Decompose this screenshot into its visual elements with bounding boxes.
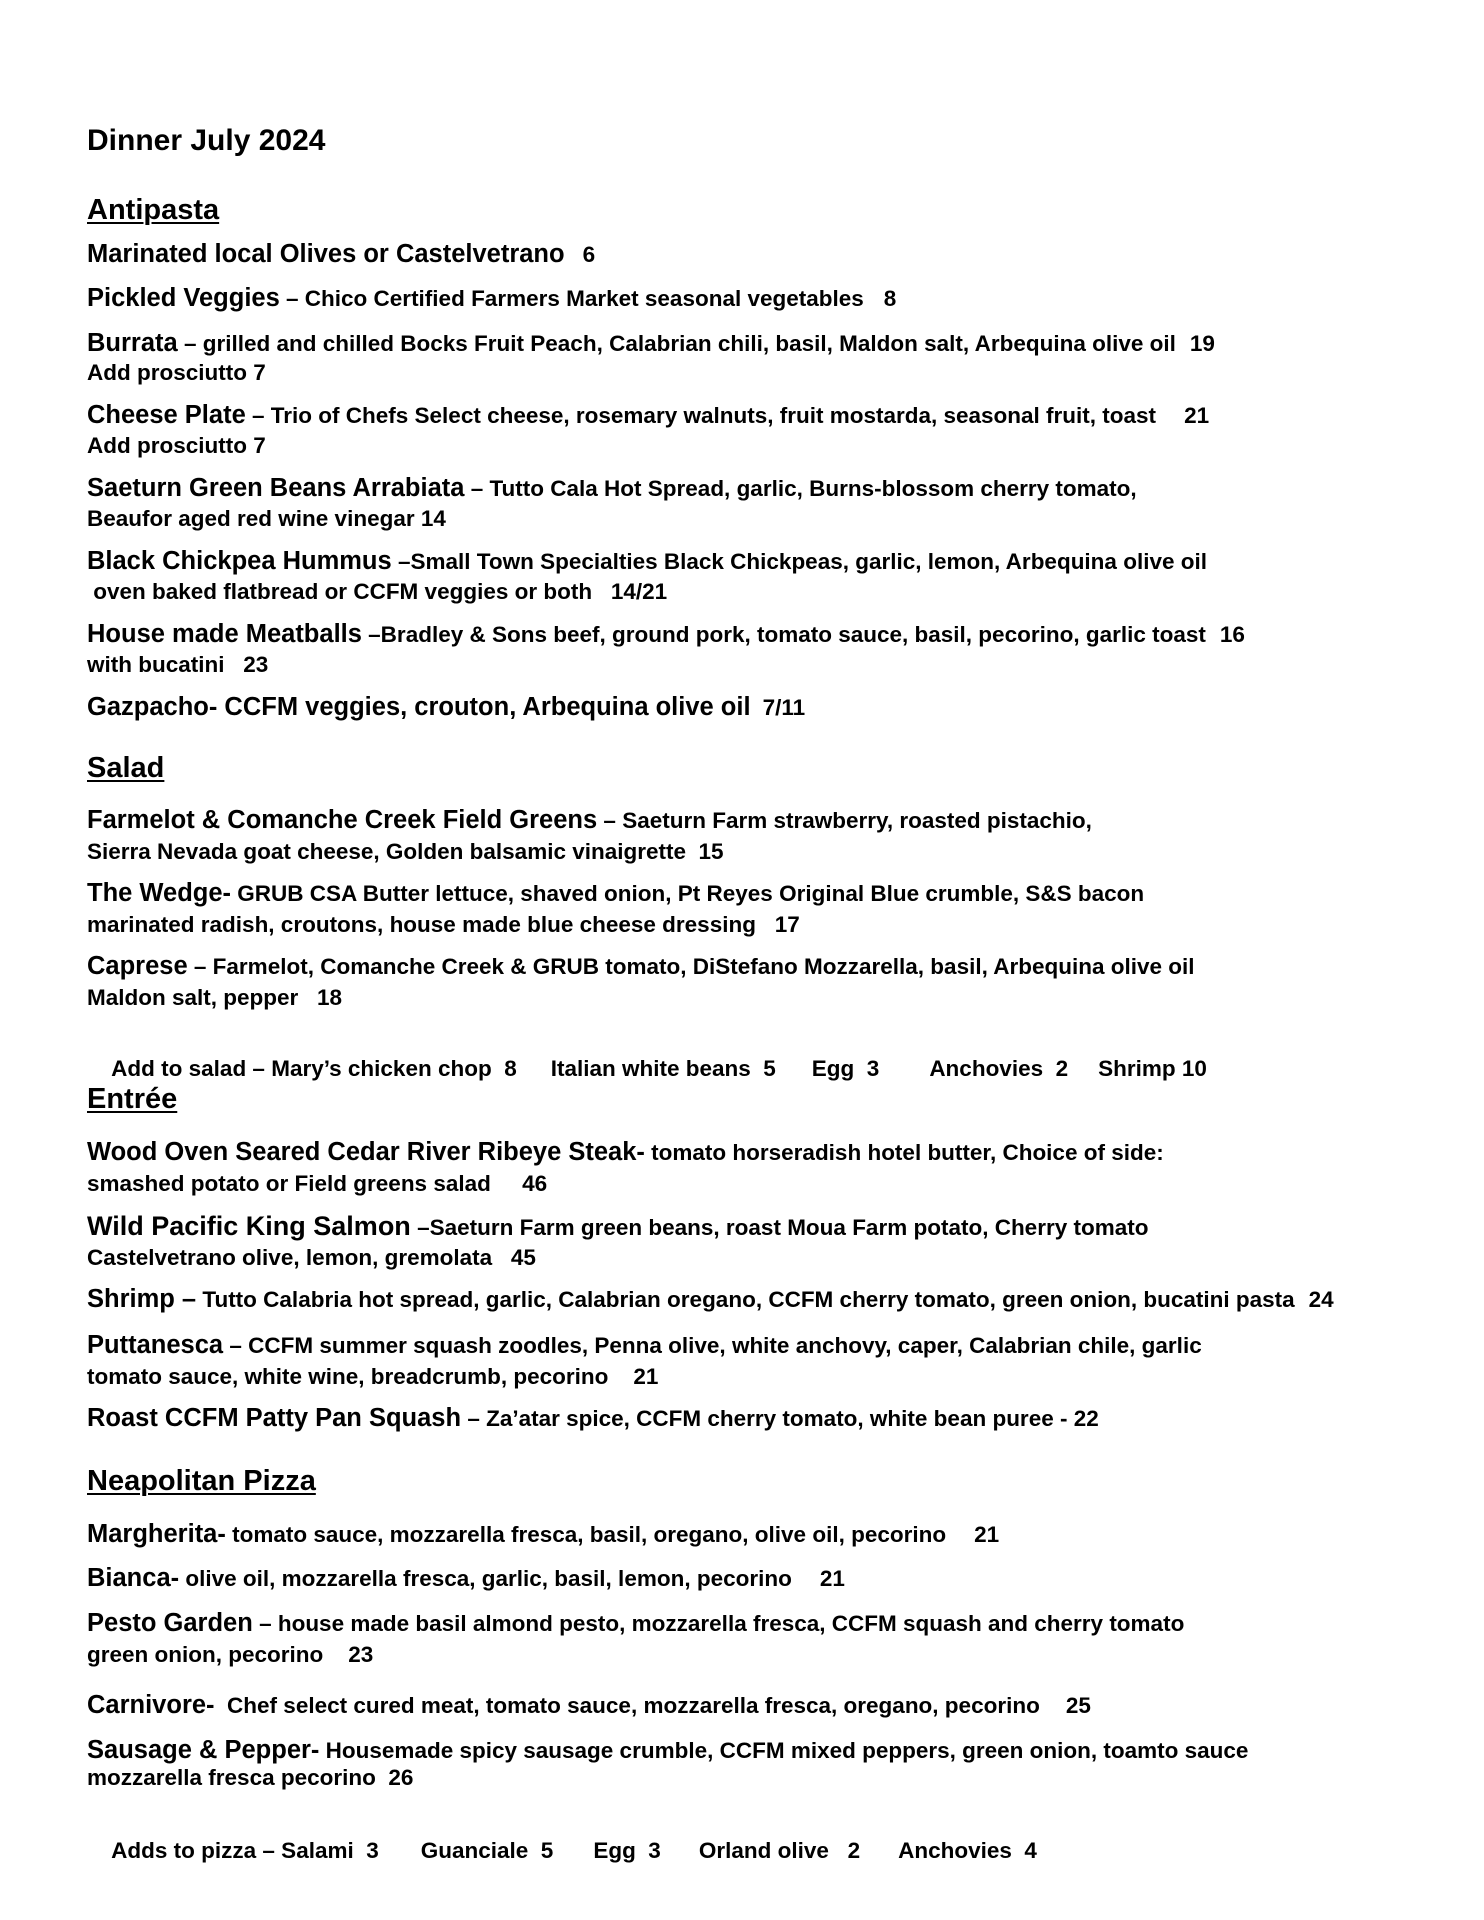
item-price: 21 bbox=[819, 1566, 845, 1591]
item-description: olive oil, mozzarella fresca, garlic, basil, lemon, pecorino bbox=[179, 1566, 792, 1591]
menu-item bbox=[87, 806, 1092, 835]
item-extra-line: Beaufor aged red wine vinegar 14 bbox=[87, 506, 446, 531]
item-price: 24 bbox=[1308, 1287, 1334, 1312]
item-extra-line: tomato sauce, white wine, breadcrumb, pecorino 21 bbox=[87, 1364, 659, 1389]
item-extra-line: green onion, pecorino 23 bbox=[87, 1642, 374, 1667]
item-extra-line: Maldon salt, pepper 18 bbox=[87, 985, 343, 1010]
item-description: – Farmelot, Comanche Creek & GRUB tomato, DiStefano Mozzarella, basil, Arbequina olive oil bbox=[187, 954, 1195, 979]
menu-item bbox=[87, 952, 1195, 981]
item-name: Cheese Plate bbox=[87, 401, 246, 429]
item-extra-line: oven baked flatbread or CCFM veggies or both 14/21 bbox=[87, 579, 668, 604]
addon-item: Orland olive 2 bbox=[698, 1838, 861, 1863]
menu-item bbox=[87, 1331, 1202, 1360]
menu-item bbox=[87, 329, 1215, 358]
item-description: – Saeturn Farm strawberry, roasted pistachio, bbox=[597, 808, 1092, 833]
item-name: Shrimp – bbox=[87, 1285, 197, 1313]
item-extra-line: marinated radish, croutons, house made blue cheese dressing 17 bbox=[87, 912, 800, 937]
item-price: 16 bbox=[1219, 622, 1245, 647]
item-extra-line: Sierra Nevada goat cheese, Golden balsamic vinaigrette 15 bbox=[87, 839, 724, 864]
item-description: Tutto Calabria hot spread, garlic, Calabrian oregano, CCFM cherry tomato, green onion, bucatini pasta bbox=[196, 1287, 1295, 1312]
addon-item: Adds to pizza – Salami 3 bbox=[111, 1838, 379, 1863]
item-price: 25 bbox=[1065, 1693, 1091, 1718]
item-price: 6 bbox=[582, 242, 596, 267]
item-name: House made Meatballs bbox=[87, 620, 362, 648]
item-name: Puttanesca bbox=[87, 1331, 224, 1359]
item-description: – grilled and chilled Bocks Fruit Peach, Calabrian chili, basil, Maldon salt, Arbequina olive oil bbox=[177, 331, 1176, 356]
item-extra-line: mozzarella fresca pecorino 26 bbox=[87, 1765, 414, 1790]
menu-title: Dinner July 2024 bbox=[87, 124, 326, 157]
item-extra-line: Castelvetrano olive, lemon, gremolata 45 bbox=[87, 1245, 536, 1270]
item-name: Wild Pacific King Salmon bbox=[87, 1211, 411, 1241]
item-name: Gazpacho- CCFM veggies, crouton, Arbequina olive oil bbox=[87, 693, 751, 721]
pizza-addons bbox=[87, 1812, 1037, 1890]
item-description: –Bradley & Sons beef, ground pork, tomato sauce, basil, pecorino, garlic toast bbox=[361, 622, 1206, 647]
item-extra-line: smashed potato or Field greens salad 46 bbox=[87, 1171, 548, 1196]
section-heading-antipasta: Antipasta bbox=[87, 194, 220, 226]
section-heading-entree: Entrée bbox=[87, 1083, 178, 1115]
item-description: – Za’atar spice, CCFM cherry tomato, white bean puree - 22 bbox=[461, 1406, 1099, 1431]
item-name: Pickled Veggies bbox=[87, 284, 280, 312]
item-description: – house made basil almond pesto, mozzarella fresca, CCFM squash and cherry tomato bbox=[252, 1611, 1185, 1636]
addon-item: Add to salad – Mary’s chicken chop 8 bbox=[111, 1056, 517, 1081]
item-name: Sausage & Pepper- bbox=[87, 1736, 320, 1764]
menu-item bbox=[87, 547, 1207, 576]
salad-addons bbox=[87, 1030, 1207, 1108]
item-name: Pesto Garden bbox=[87, 1609, 253, 1637]
item-description: tomato sauce, mozzarella fresca, basil, oregano, olive oil, pecorino bbox=[225, 1522, 947, 1547]
item-price: 21 bbox=[1184, 403, 1210, 428]
section-heading-salad: Salad bbox=[87, 752, 165, 784]
menu-item bbox=[87, 1609, 1184, 1638]
addon-item: Anchovies 2 bbox=[929, 1056, 1069, 1081]
menu-item bbox=[87, 1564, 845, 1593]
menu-item bbox=[87, 1736, 1248, 1765]
addon-item: Guanciale 5 bbox=[420, 1838, 554, 1863]
item-extra-line: with bucatini 23 bbox=[87, 652, 269, 677]
item-name: Wood Oven Seared Cedar River Ribeye Steak- bbox=[87, 1138, 645, 1166]
item-description: tomato horseradish hotel butter, Choice of side: bbox=[644, 1140, 1164, 1165]
item-name: Burrata bbox=[87, 329, 178, 357]
menu-item bbox=[87, 1285, 1334, 1314]
menu-item bbox=[87, 1404, 1099, 1433]
item-name: Margherita- bbox=[87, 1520, 226, 1548]
item-extra-line: Add prosciutto 7 bbox=[87, 360, 266, 385]
menu-item bbox=[87, 1691, 1091, 1720]
item-description: Chef select cured meat, tomato sauce, mozzarella fresca, oregano, pecorino bbox=[214, 1693, 1040, 1718]
item-name: The Wedge- bbox=[87, 879, 232, 907]
menu-item bbox=[87, 1211, 1148, 1242]
addon-item: Italian white beans 5 bbox=[550, 1056, 776, 1081]
menu-item bbox=[87, 474, 1137, 503]
item-description: – Tutto Cala Hot Spread, garlic, Burns-blossom cherry tomato, bbox=[464, 476, 1137, 501]
item-price: 19 bbox=[1189, 331, 1215, 356]
addon-item: Egg 3 bbox=[593, 1838, 661, 1863]
item-name: Caprese bbox=[87, 952, 188, 980]
menu-item bbox=[87, 240, 595, 269]
menu-item bbox=[87, 879, 1144, 908]
item-description: – CCFM summer squash zoodles, Penna olive, white anchovy, caper, Calabrian chile, garlic bbox=[223, 1333, 1202, 1358]
item-description: – Trio of Chefs Select cheese, rosemary walnuts, fruit mostarda, seasonal fruit, toast bbox=[245, 403, 1157, 428]
menu-item bbox=[87, 401, 1209, 430]
menu-item bbox=[87, 620, 1245, 649]
item-description: GRUB CSA Butter lettuce, shaved onion, Pt Reyes Original Blue crumble, S&S bacon bbox=[231, 881, 1145, 906]
item-price: 7/11 bbox=[762, 695, 806, 720]
item-description: – Chico Certified Farmers Market seasonal vegetables bbox=[279, 286, 864, 311]
item-price: 21 bbox=[974, 1522, 1000, 1547]
item-name: Marinated local Olives or Castelvetrano bbox=[87, 240, 565, 268]
section-heading-pizza: Neapolitan Pizza bbox=[87, 1465, 316, 1497]
item-name: Black Chickpea Hummus bbox=[87, 547, 392, 575]
item-name: Roast CCFM Patty Pan Squash bbox=[87, 1404, 462, 1432]
addon-item: Anchovies 4 bbox=[898, 1838, 1037, 1863]
item-name: Carnivore- bbox=[87, 1691, 215, 1719]
item-description: –Small Town Specialties Black Chickpeas, garlic, lemon, Arbequina olive oil bbox=[391, 549, 1207, 574]
item-price: 8 bbox=[883, 286, 897, 311]
menu-item bbox=[87, 1520, 999, 1549]
item-name: Saeturn Green Beans Arrabiata bbox=[87, 474, 465, 502]
item-name: Farmelot & Comanche Creek Field Greens bbox=[87, 806, 598, 834]
item-extra-line: Add prosciutto 7 bbox=[87, 433, 266, 458]
addon-item: Shrimp 10 bbox=[1098, 1056, 1207, 1081]
menu-item bbox=[87, 1138, 1164, 1167]
menu-item bbox=[87, 693, 805, 722]
item-name: Bianca- bbox=[87, 1564, 180, 1592]
addon-item: Egg 3 bbox=[811, 1056, 880, 1081]
item-description: Housemade spicy sausage crumble, CCFM mixed peppers, green onion, toamto sauce bbox=[319, 1738, 1249, 1763]
menu-item bbox=[87, 284, 896, 313]
item-description: –Saeturn Farm green beans, roast Moua Farm potato, Cherry tomato bbox=[410, 1215, 1149, 1240]
